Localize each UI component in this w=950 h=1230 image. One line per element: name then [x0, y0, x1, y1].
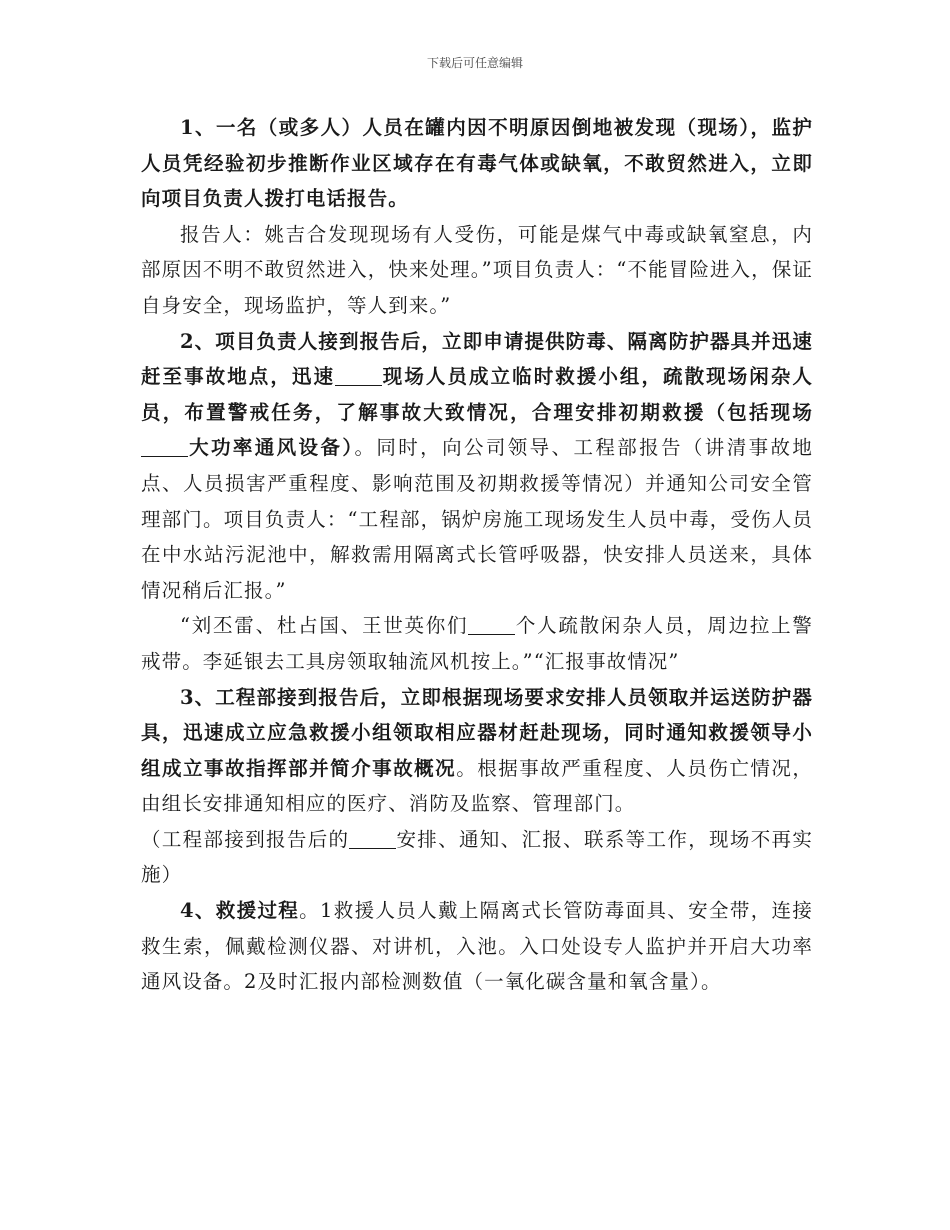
- section-2-bold-a: 2、项目负责人接到报告后，立即申请提供防毒、隔离防护器具并迅速赶至事故地点，迅速: [141, 329, 813, 389]
- section-3-note: [141, 822, 813, 893]
- section-3-bold: 3、工程部接到报告后，立即根据现场要求安排人员领取并运送防护器具，迅速成立应急救援小组领取相应器材赶赴现场，同时通知救援领导小组成立事故指挥部并简介事故概况: [141, 685, 813, 780]
- section-4-text: 。1救援人员人戴上隔离式长管防毒面具、安全带，连接救生索，佩戴检测仪器、对讲机，入池。入口处设专人监护并开启大功率通风设备。2及时汇报内部检测数值（一氧化碳含量和氧含量）。: [141, 899, 813, 994]
- fill-blank: [335, 366, 382, 387]
- section-2-text: 。同时，向公司领导、工程部报告（讲清事故地点、人员损害严重程度、影响范围及初期救援等情况）并通知公司安全管理部门。项目负责人：“工程部，锅炉房施工现场发生人员中毒，受伤人员在中水站污泥池中，解救需用隔离式长管呼吸器，快安排人员送来，具体情况稍后汇报。”: [141, 436, 813, 602]
- section-4-bold: 4、救援过程: [180, 899, 300, 923]
- section-1-heading: 1、一名（或多人）人员在罐内因不明原因倒地被发现（现场），监护人员凭经验初步推断作业区域存在有毒气体或缺氧，不敢贸然进入，立即向项目负责人拨打电话报告。: [141, 116, 813, 211]
- fill-blank: [141, 437, 188, 458]
- section-3-text: 。根据事故严重程度、人员伤亡情况，由组长安排通知相应的医疗、消防及监察、管理部门。: [141, 756, 813, 816]
- fill-blank: [468, 615, 515, 636]
- document-body: [141, 110, 813, 1000]
- section-4-paragraph: [141, 893, 813, 1000]
- fill-blank: [349, 828, 396, 849]
- section-2-paragraph: [141, 324, 813, 609]
- section-2-bold-b: 现场人员成立临时救援小组，疏散现场闲杂人员，布置警戒任务，了解事故大致情况，合理安排初期救援（包括现场: [141, 365, 813, 424]
- section-2-bold-c: 大功率通风设备）: [187, 436, 355, 460]
- section-3-note-b: 安排、通知、汇报、联系等工作，现场不再实施）: [141, 827, 813, 887]
- page-header: 下载后可任意编辑: [426, 56, 523, 70]
- section-3-paragraph: [141, 680, 813, 822]
- section-2-quote-b: 个人疏散闲杂人员，周边拉上警戒带。李延银去工具房领取轴流风机按上。”“汇报事故情况”: [141, 614, 814, 673]
- section-2-quote-a: “刘丕雷、杜占国、王世英你们: [180, 614, 469, 638]
- section-1-report: 报告人：姚吉合发现现场有人受伤，可能是煤气中毒或缺氧窒息，内部原因不明不敢贸然进入，快来处理。”项目负责人：“不能冒险进入，保证自身安全，现场监护，等人到来。”: [141, 222, 813, 317]
- section-3-note-a: （工程部接到报告后的: [141, 827, 350, 851]
- section-2-quote: [141, 608, 813, 679]
